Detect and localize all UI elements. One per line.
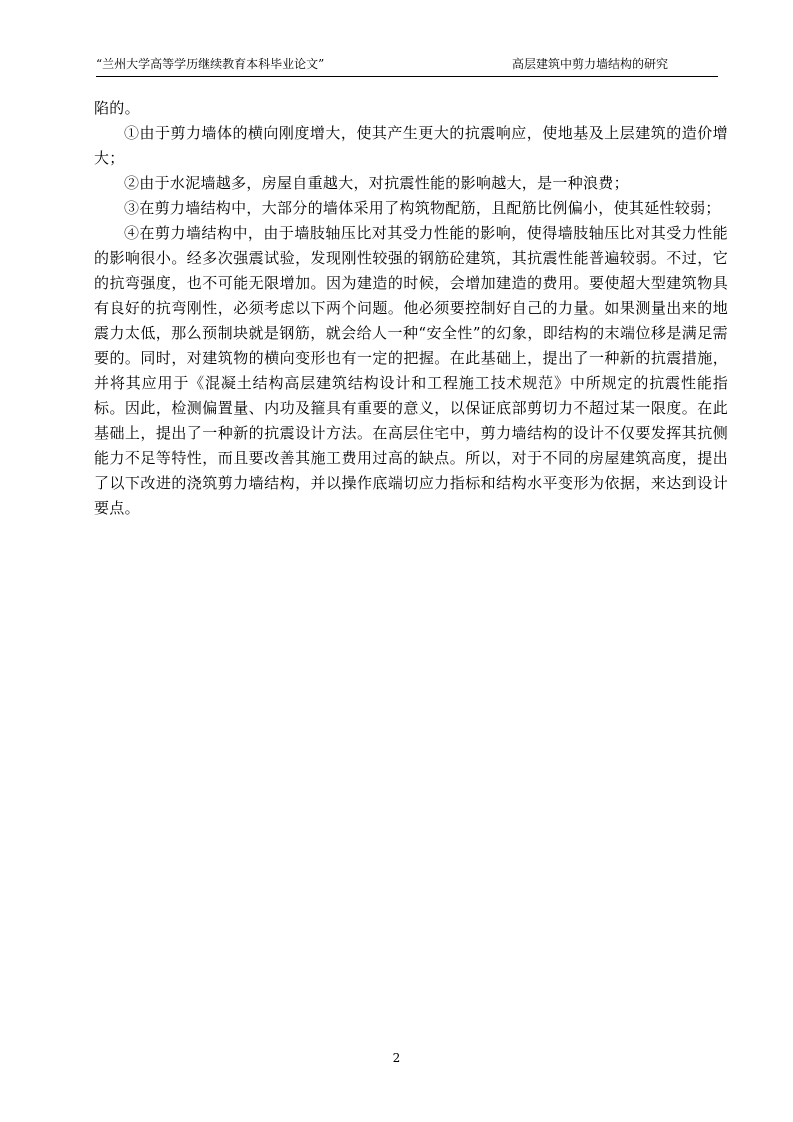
paragraph-point-2: ②由于水泥墙越多，房屋自重越大，对抗震性能的影响越大，是一种浪费；	[124, 174, 629, 192]
body-text	[94, 96, 728, 521]
paragraph-point-1: ①由于剪力墙体的横向刚度增大，使其产生更大的抗震响应，使地基及上层建筑的造价增大；	[94, 124, 728, 167]
page-header	[96, 56, 718, 77]
paragraph-point-3: ③在剪力墙结构中，大部分的墙体采用了构筑物配筋，且配筋比例偏小，使其延性较弱；	[124, 199, 721, 217]
header-thesis-title: “兰州大学高等学历继续教育本科毕业论文”	[96, 57, 325, 71]
paragraph-continuation: 陷的。	[94, 99, 140, 117]
page-number: 2	[392, 1051, 401, 1065]
header-paper-title: 高层建筑中剪力墙结构的研究	[511, 57, 668, 71]
paragraph-point-4: ④在剪力墙结构中，由于墙肢轴压比对其受力性能的影响，使得墙肢轴压比对其受力性能的影响很小。经多次强震试验，发现刚性较强的钢筋砼建筑，其抗震性能普遍较弱。不过，它的抗弯强度，也不可能无限增加。因为建造的时候，会增加建造的费用。要使超大型建筑物具有良好的抗弯刚性，必须考虑以下两个问题。他必须要控制好自己的力量。如果测量出来的地震力太低，那么预制块就是钢筋，就会给人一种“安全性”的幻象，即结构的末端位移是满足需要的。同时，对建筑物的横向变形也有一定的把握。在此基础上，提出了一种新的抗震措施，并将其应用于《混凝土结构高层建筑结构设计和工程施工技术规范》中所规定的抗震性能指标。因此，检测偏置量、内功及箍具有重要的意义，以保证底部剪切力不超过某一限度。在此基础上，提出了一种新的抗震设计方法。在高层住宅中，剪力墙结构的设计不仅要发挥其抗侧能力不足等特性，而且要改善其施工费用过高的缺点。所以，对于不同的房屋建筑高度，提出了以下改进的浇筑剪力墙结构，并以操作底端切应力指标和结构水平变形为依据，来达到设计要点。	[94, 224, 728, 517]
